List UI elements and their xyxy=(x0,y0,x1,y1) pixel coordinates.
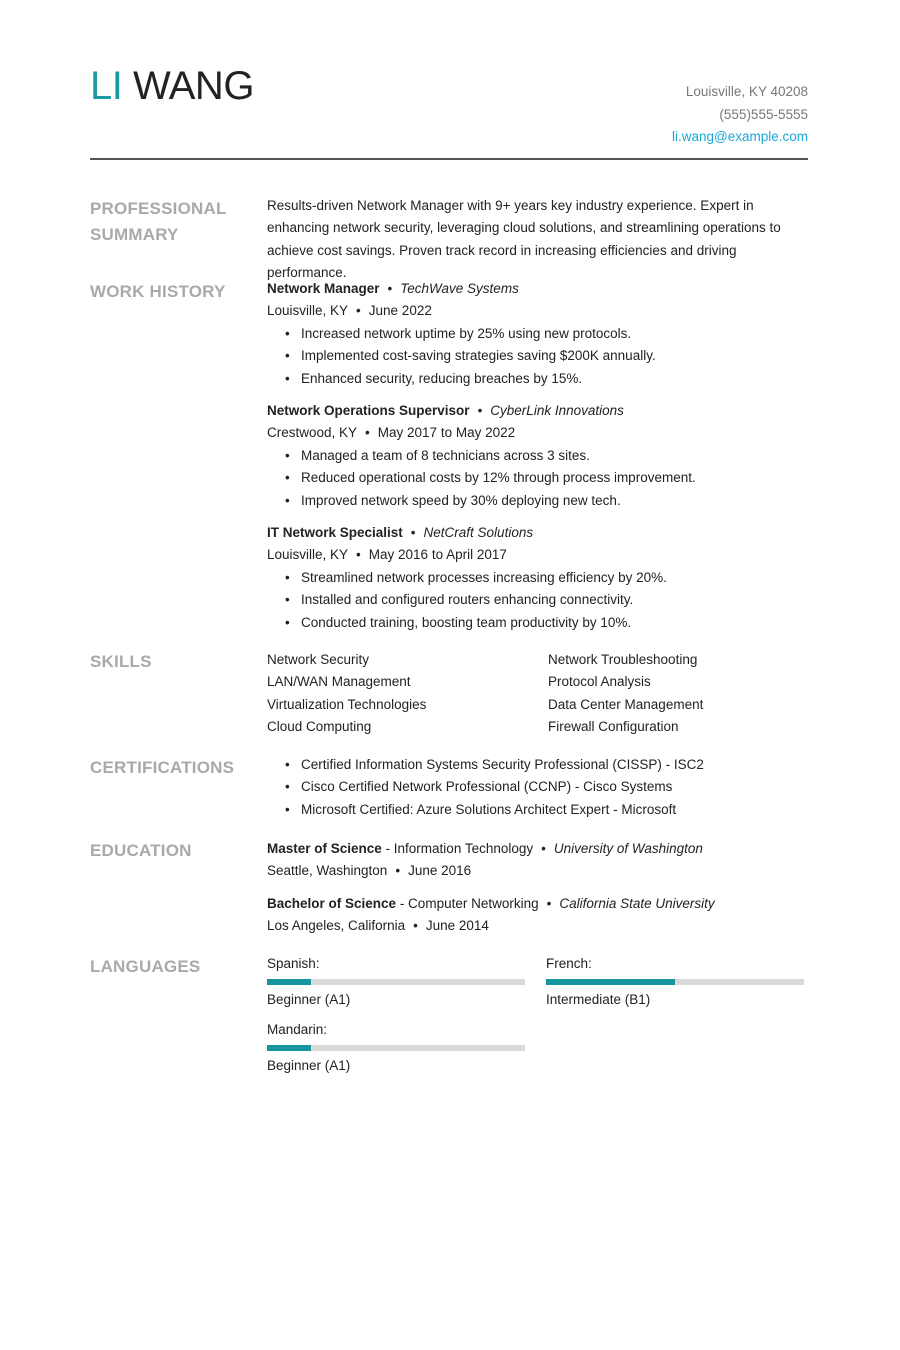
skill-item: LAN/WAN Management xyxy=(267,674,411,690)
job-company: CyberLink Innovations xyxy=(490,403,624,419)
skill-item: Network Troubleshooting xyxy=(548,652,698,667)
work-history-heading: WORK HISTORY xyxy=(90,282,226,301)
summary-heading xyxy=(90,196,250,248)
skills-section xyxy=(267,649,807,739)
contact-block xyxy=(672,81,808,149)
degree: Bachelor of Science xyxy=(267,895,397,911)
first-name: LI xyxy=(90,64,123,108)
language-name: Spanish: xyxy=(267,956,320,971)
education-meta xyxy=(267,915,807,937)
language-item xyxy=(546,953,804,1011)
header-divider xyxy=(90,158,808,160)
skill-item: Data Center Management xyxy=(548,696,704,712)
separator-dot: • xyxy=(410,525,416,541)
language-name: French: xyxy=(546,956,592,971)
job-title-line xyxy=(267,522,807,544)
job-meta xyxy=(267,544,807,566)
skill-item: Cloud Computing xyxy=(267,719,372,735)
skills-grid xyxy=(267,649,807,739)
field-of-study: - Information Technology xyxy=(381,841,534,856)
email-link[interactable]: li.wang@example.com xyxy=(671,129,808,144)
work-history-section xyxy=(267,278,807,644)
job-company: NetCraft Solutions xyxy=(423,525,534,541)
skill-item: Protocol Analysis xyxy=(548,674,651,690)
school: University of Washington xyxy=(553,841,703,856)
job-bullets xyxy=(267,445,807,512)
phone: (555)555-5555 xyxy=(719,106,808,122)
job-entry xyxy=(267,400,807,512)
languages-grid xyxy=(267,953,807,1077)
education-heading: EDUCATION xyxy=(90,841,192,860)
separator-dot: • xyxy=(541,841,546,856)
job-title-line xyxy=(267,278,807,300)
job-meta xyxy=(267,422,807,444)
job-dates: May 2017 to May 2022 xyxy=(377,425,516,441)
job-bullet: • Implemented cost-saving strategies saving $200K annually. xyxy=(285,345,807,367)
education-location: Seattle, Washington xyxy=(267,863,388,879)
last-name: WANG xyxy=(132,64,254,108)
job-entry xyxy=(267,522,807,634)
job-title: IT Network Specialist xyxy=(267,525,403,541)
certifications-heading: CERTIFICATIONS xyxy=(90,758,235,777)
job-bullets xyxy=(267,323,807,390)
separator-dot: • xyxy=(356,547,361,563)
education-entry xyxy=(267,893,807,938)
education-section xyxy=(267,838,807,948)
candidate-name xyxy=(90,62,254,110)
job-meta xyxy=(267,300,807,322)
job-bullet: • Increased network uptime by 25% using new protocols. xyxy=(285,323,807,345)
job-title: Network Operations Supervisor xyxy=(267,403,470,419)
job-bullet: • Improved network speed by 30% deploying new tech. xyxy=(285,490,807,512)
education-date: June 2014 xyxy=(425,918,489,934)
job-bullets xyxy=(267,567,807,634)
separator-dot: • xyxy=(387,281,393,296)
job-entry xyxy=(267,278,807,390)
language-item xyxy=(267,953,525,1011)
separator-dot: • xyxy=(356,303,361,319)
language-level: Intermediate (B1) xyxy=(546,992,651,1007)
degree: Master of Science xyxy=(267,841,382,856)
job-location: Louisville, KY xyxy=(267,303,349,319)
education-date: June 2016 xyxy=(408,863,472,879)
job-dates: June 2022 xyxy=(368,303,432,319)
job-location: Crestwood, KY xyxy=(267,425,358,441)
skill-item: Firewall Configuration xyxy=(548,719,679,735)
skills-heading: SKILLS xyxy=(90,652,152,671)
summary-heading-line2: SUMMARY xyxy=(90,225,179,244)
certifications-section xyxy=(267,754,807,821)
job-title-line xyxy=(267,400,807,422)
summary-text: Results-driven Network Manager with 9+ years key industry experience. Expert in enhancing network security, leveraging cloud solutions, and streamlining operations to achieve cost savings. Proven track record in increasing efficiencies and driving performance. xyxy=(267,198,781,281)
certification-item: • Cisco Certified Network Professional (CCNP) - Cisco Systems xyxy=(285,776,807,798)
language-proficiency-bar xyxy=(267,979,525,985)
language-proficiency-bar xyxy=(267,1045,525,1051)
certification-item: • Microsoft Certified: Azure Solutions Architect Expert - Microsoft xyxy=(285,799,807,821)
skill-item: Network Security xyxy=(267,652,370,667)
field-of-study: - Computer Networking xyxy=(396,895,539,911)
education-title-line xyxy=(267,893,807,915)
separator-dot: • xyxy=(365,425,370,441)
job-location: Louisville, KY xyxy=(267,547,349,563)
job-bullet: • Installed and configured routers enhancing connectivity. xyxy=(285,589,807,611)
certifications-list xyxy=(267,754,807,821)
separator-dot: • xyxy=(546,895,552,911)
separator-dot: • xyxy=(413,918,418,934)
job-bullet: • Managed a team of 8 technicians across 3 sites. xyxy=(285,445,807,467)
languages-section xyxy=(267,953,807,1077)
language-level: Beginner (A1) xyxy=(267,992,351,1007)
language-proficiency-fill xyxy=(267,979,311,985)
certification-item: • Certified Information Systems Security Professional (CISSP) - ISC2 xyxy=(285,754,807,776)
job-title: Network Manager xyxy=(267,281,380,296)
language-proficiency-fill xyxy=(546,979,675,985)
separator-dot: • xyxy=(477,403,483,419)
education-location: Los Angeles, California xyxy=(267,918,406,934)
separator-dot: • xyxy=(395,863,401,879)
address: Louisville, KY 40208 xyxy=(685,84,808,99)
education-title-line xyxy=(267,838,807,860)
language-name: Mandarin: xyxy=(267,1022,328,1037)
language-item xyxy=(267,1019,525,1077)
job-dates: May 2016 to April 2017 xyxy=(368,547,507,563)
language-proficiency-fill xyxy=(267,1045,311,1051)
summary-section xyxy=(267,195,807,285)
school: California State University xyxy=(559,895,715,911)
education-meta xyxy=(267,860,807,882)
languages-heading: LANGUAGES xyxy=(90,957,201,976)
job-company: TechWave Systems xyxy=(400,281,519,296)
education-entry xyxy=(267,838,807,883)
summary-heading-line1: PROFESSIONAL xyxy=(90,199,227,218)
language-level: Beginner (A1) xyxy=(267,1058,351,1073)
skill-item: Virtualization Technologies xyxy=(267,696,427,712)
job-bullet: • Conducted training, boosting team productivity by 10%. xyxy=(285,612,807,634)
language-proficiency-bar xyxy=(546,979,804,985)
job-bullet: • Enhanced security, reducing breaches by 15%. xyxy=(285,368,807,390)
job-bullet: • Reduced operational costs by 12% through process improvement. xyxy=(285,467,807,489)
job-bullet: • Streamlined network processes increasing efficiency by 20%. xyxy=(285,567,807,589)
